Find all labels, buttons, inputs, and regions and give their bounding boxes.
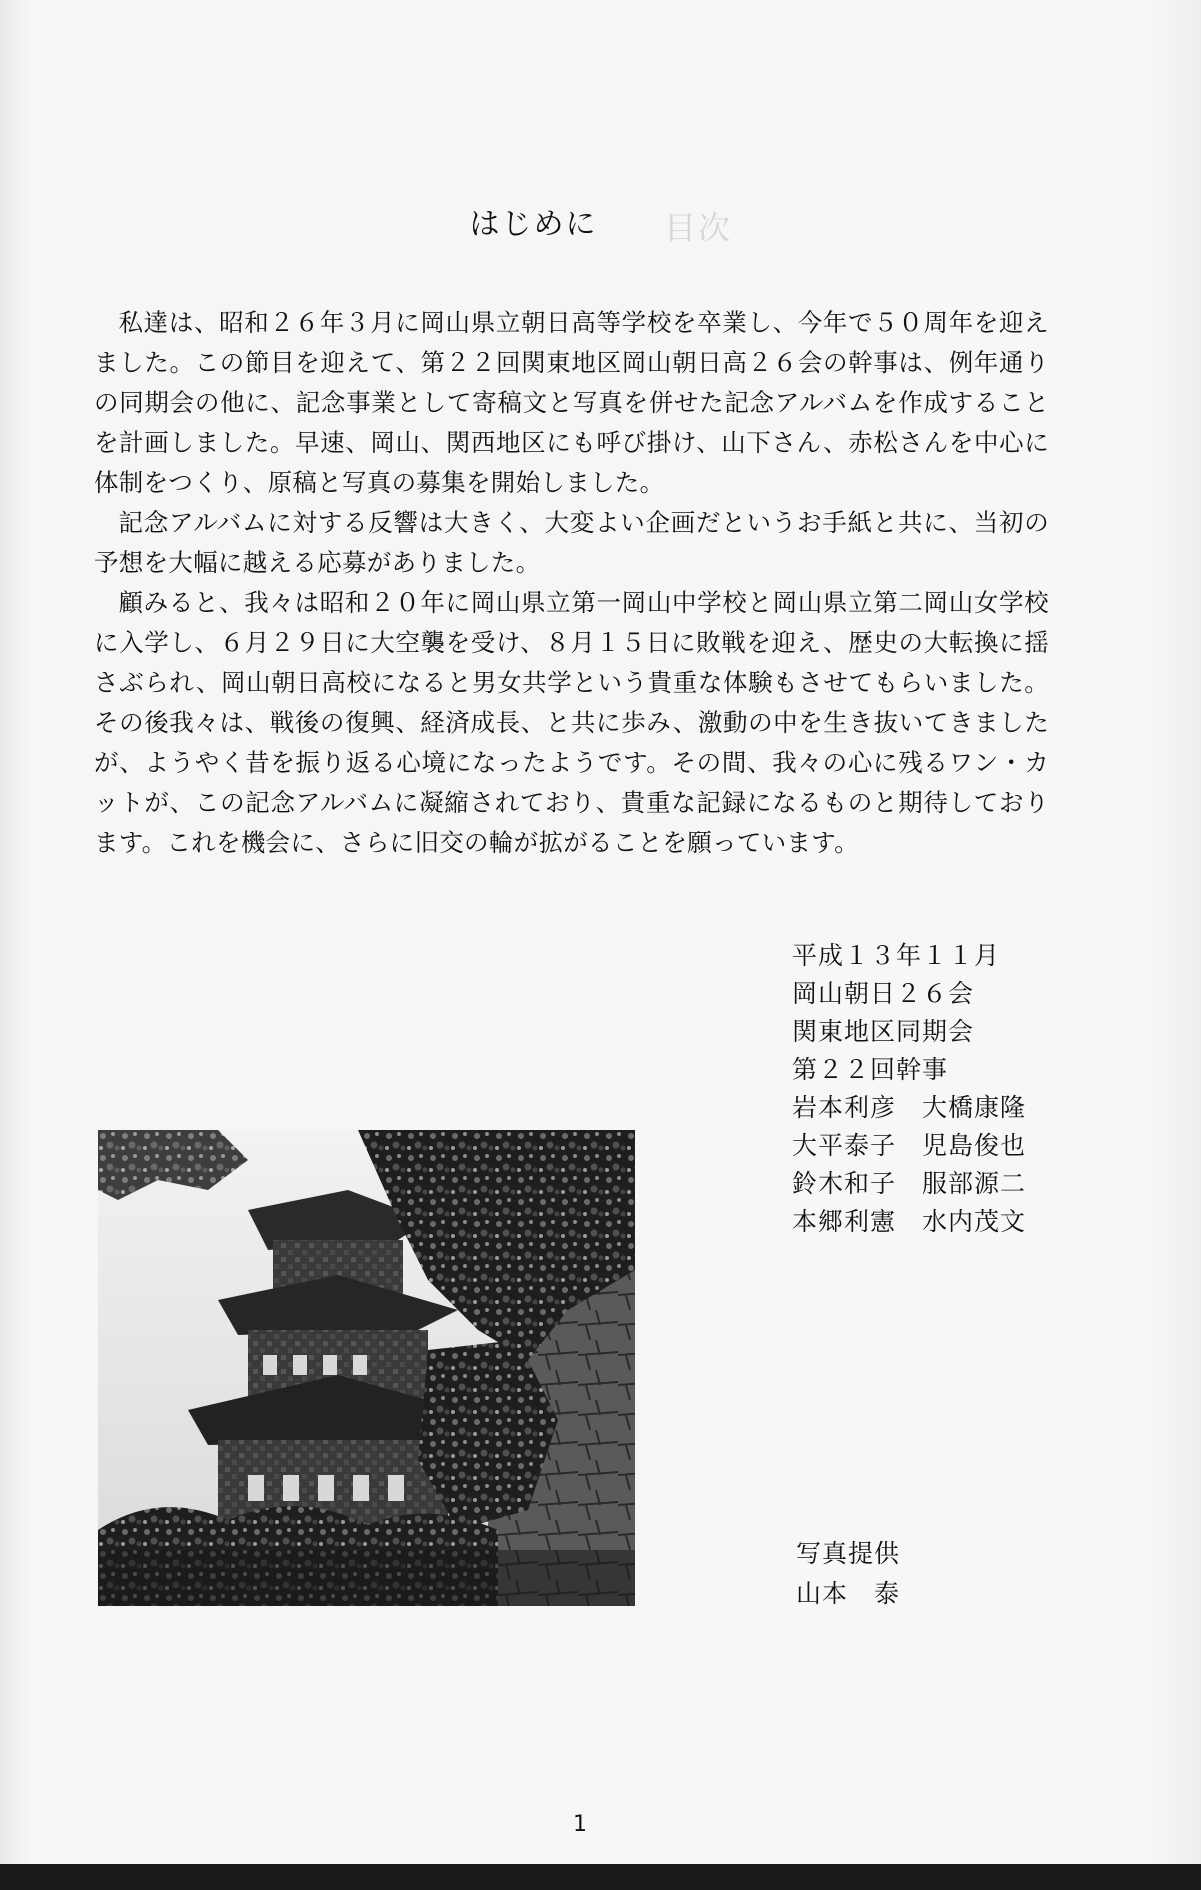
- paragraph-3: 顧みると、我々は昭和２０年に岡山県立第一岡山中学校と岡山県立第二岡山女学校に入学し、６月２９日に大空襲を受け、８月１５日に敗戦を迎え、歴史の大転換に揺さぶられ、岡山朝日高校になると男女共学という貴重な体験もさせてもらいました。その後我々は、戦後の復興、経済成長、と共に歩み、激動の中を生き抜いてきましたが、ようやく昔を振り返る心境になったようです。その間、我々の心に残るワン・カットが、この記念アルバムに凝縮されており、貴重な記録になるものと期待しております。これを機会に、さらに旧交の輪が拡がることを願っています。: [94, 588, 1049, 857]
- page-number: 1: [573, 1812, 587, 1837]
- signature-names-row: [792, 1127, 1026, 1165]
- signatory-name: 本郷利憲: [792, 1207, 897, 1236]
- photo-credit-label: 写真提供: [796, 1539, 901, 1568]
- signatory-name: 児島俊也: [922, 1131, 1027, 1160]
- body-text: [94, 303, 1049, 863]
- signatory-name: 岩本利彦: [792, 1093, 897, 1122]
- photo-credit: [796, 1534, 900, 1614]
- signatory-name: 大平泰子: [792, 1131, 897, 1160]
- signatory-name: 水内茂文: [922, 1207, 1027, 1236]
- paragraph-2: 記念アルバムに対する反響は大きく、大変よい企画だというお手紙と共に、当初の予想を大幅に越える応募がありました。: [94, 508, 1049, 577]
- signature-org-line: 岡山朝日２６会: [792, 979, 975, 1008]
- page-title: はじめに: [469, 207, 598, 242]
- signature-names-row: [792, 1089, 1026, 1127]
- signature-names-row: [792, 1165, 1026, 1203]
- signature-names-row: [792, 1203, 1026, 1241]
- signature-block: [792, 937, 1026, 1241]
- signatory-name: 大橋康隆: [922, 1093, 1027, 1122]
- paragraph-1: 私達は、昭和２６年３月に岡山県立朝日高等学校を卒業し、今年で５０周年を迎えました。この節目を迎えて、第２２回関東地区岡山朝日高２６会の幹事は、例年通りの同期会の他に、記念事業として寄稿文と写真を併せた記念アルバムを作成することを計画しました。早速、岡山、関西地区にも呼び掛け、山下さん、赤松さんを中心に体制をつくり、原稿と写真の募集を開始しました。: [94, 308, 1049, 497]
- signature-org-line: 第２２回幹事: [792, 1055, 949, 1084]
- photo-credit-name: 山本 泰: [796, 1579, 901, 1608]
- castle-photo: [98, 1130, 635, 1606]
- signatory-name: 鈴木和子: [792, 1169, 897, 1198]
- signatory-name: 服部源二: [922, 1169, 1027, 1198]
- signature-org-line: 関東地区同期会: [792, 1017, 975, 1046]
- scan-edge: [0, 1864, 1201, 1890]
- bleed-through-heading: 目次: [664, 209, 733, 247]
- signature-date: 平成１３年１１月: [792, 941, 1001, 970]
